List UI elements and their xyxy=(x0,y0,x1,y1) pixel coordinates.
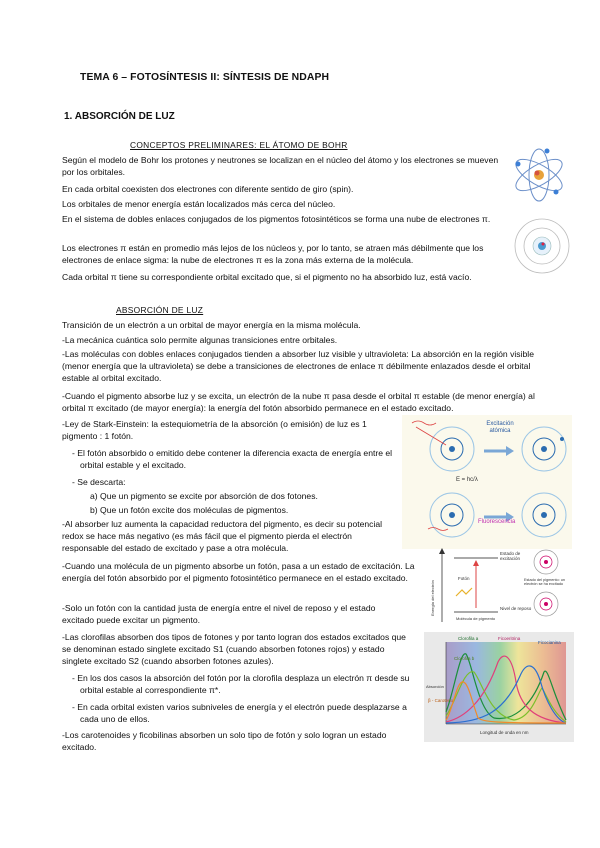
paragraph: -Las clorofilas absorben dos tipos de fotones y por tanto logran dos estados excitados que se denominan estado singlete excitado S1 (cuando absorben fotones rojos) y estado singlete excitado S2 (cuando absorben fotones azules). xyxy=(62,632,406,667)
chart-x-axis-label: Longitud de onda en nm xyxy=(480,730,529,735)
atom-shell-image xyxy=(512,216,572,276)
bullet-item: - En cada orbital existen varios subniveles de energía y el electrón puede desplazarse a cada uno de ellos. xyxy=(72,702,407,725)
chart-label-ficoeritrina: Ficoeritrina xyxy=(498,636,521,641)
bullet-subitem: b) Que un fotón excite dos moléculas de pigmentos. xyxy=(90,505,289,515)
chart-label-clorofila-a: Clorofila a xyxy=(458,636,479,641)
excited-state-label: Estado de excitación xyxy=(500,551,521,561)
subheading-bohr: CONCEPTOS PRELIMINARES: EL ÁTOMO DE BOHR xyxy=(130,140,348,150)
paragraph: -Solo un fotón con la cantidad justa de energía entre el nivel de reposo y el estado excitado puede excitar un pigmento. xyxy=(62,603,376,626)
absorption-spectrum-chart xyxy=(424,632,574,742)
pigment-note: Molécula de pigmento xyxy=(456,616,496,621)
paragraph: -Los carotenoides y ficobilinas absorben un solo tipo de fotón y solo logran un estado excitado. xyxy=(62,730,387,753)
paragraph: -Ley de Stark-Einstein: la estequiometría de la absorción (o emisión) de luz es 1 pigmento : 1 fotón. xyxy=(62,419,367,442)
chart-label-ficocianina: Ficocianina xyxy=(538,640,561,645)
energy-axis-label: Energía del electrón xyxy=(430,580,435,616)
energy-level-diagram xyxy=(428,546,578,626)
paragraph: Los electrones π están en promedio más lejos de los núcleos y, por lo tanto, se atraen más débilmente que los electrones de enlace sigma: la nube de electrones π es la zona más externa de la molécula. xyxy=(62,243,484,266)
bullet-subitem: a) Que un pigmento se excite por absorción de dos fotones. xyxy=(90,491,318,501)
chart-y-axis-label: Absorción xyxy=(426,684,444,689)
energy-formula: E = hc/λ xyxy=(456,477,478,483)
paragraph: -La mecánica cuántica solo permite algunas transiciones entre orbitales. xyxy=(62,335,338,345)
paragraph: Cada orbital π tiene su correspondiente orbital excitado que, si el pigmento no ha absorbido luz, está vacío. xyxy=(62,272,472,282)
excitation-label: Excitación atómica xyxy=(486,421,514,434)
fluorescence-label: Fluorescencia xyxy=(478,519,516,525)
paragraph: -Cuando el pigmento absorbe luz y se excita, un electrón de la nube π pasa desde el orbital π estable (de menor energía) al orbital π excitado (de mayor energía): la energía del fotón absorbido permanece en el estado excitado. xyxy=(62,391,535,414)
bullet-item: - En los dos casos la absorción del fotón por la clorofila desplaza un electrón π desde su orbital estable al correspondiente π*. xyxy=(72,673,410,696)
pigment-state-note: Estado del pigmento: un electrón se ha excitado xyxy=(524,578,565,587)
chart-label-clorofila-b: Clorofila b xyxy=(454,656,475,661)
chart-label-b-caroteno: β - Caroteno xyxy=(428,698,454,703)
photon-label: Fotón xyxy=(458,576,470,581)
paragraph: En el sistema de dobles enlaces conjugados de los pigmentos fotosintéticos se forma una nube de electrones π. xyxy=(62,214,491,224)
paragraph: Transición de un electrón a un orbital de mayor energía en la misma molécula. xyxy=(62,320,361,330)
section-heading: 1. ABSORCIÓN DE LUZ xyxy=(64,111,175,122)
bullet-item: - Se descarta: xyxy=(72,477,126,487)
paragraph: -Cuando una molécula de un pigmento absorbe un fotón, pasa a un estado de excitación. La energía del fotón absorbido por el pigmento fotosintético permanece en el estado excitado. xyxy=(62,561,415,584)
excitation-fluorescence-diagram xyxy=(402,415,572,549)
page-title: TEMA 6 – FOTOSÍNTESIS II: SÍNTESIS DE NDAPH xyxy=(80,72,330,83)
paragraph: -Al absorber luz aumenta la capacidad reductora del pigmento, es decir su potencial redox se hace más negativo (es más fácil que el pigmento pierda el electrón responsable del estado de excitado y pase a otra molécula. xyxy=(62,519,383,554)
subheading-absorcion: ABSORCIÓN DE LUZ xyxy=(116,305,204,315)
paragraph: Los orbitales de menor energía están localizados más cerca del núcleo. xyxy=(62,199,336,209)
paragraph: -Las moléculas con dobles enlaces conjugados tienden a absorber luz visible y ultravioleta: La absorción en la región visible (menor energía que la ultravioleta) se debe a transiciones de electrones de enlace π débilmente enlazados desde el orbital estable al orbital excitado. xyxy=(62,349,534,384)
paragraph: Según el modelo de Bohr los protones y neutrones se localizan en el núcleo del átomo y los electrones se mueven por los orbitales. xyxy=(62,155,499,178)
atom-orbit-image xyxy=(510,146,568,204)
paragraph: En cada orbital coexisten dos electrones con diferente sentido de giro (spin). xyxy=(62,184,354,194)
bullet-item: - El fotón absorbido o emitido debe contener la diferencia exacta de energía entre el orbital estable y el excitado. xyxy=(72,448,393,471)
ground-state-label: Nivel de reposo xyxy=(500,606,532,611)
